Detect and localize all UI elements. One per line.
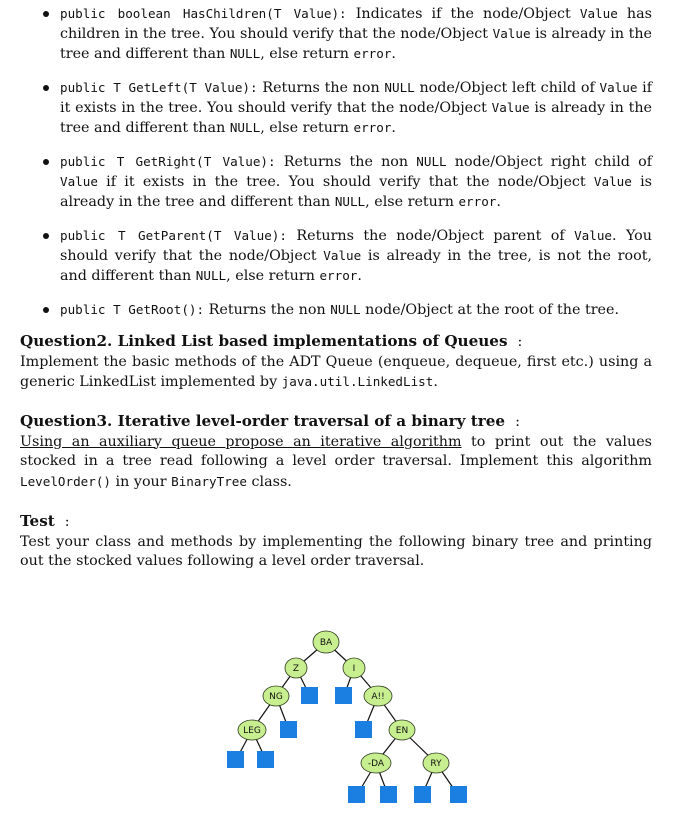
tree-node-label: A!! [371, 692, 385, 702]
question3-section: Question3. Iterative level-order traversal of a binary tree : Using an auxiliary queue propose an iterative algorithm to print out the values stocked in a tree read following a level order traversal. Implement this algorithm LevelOrder() in your BinaryTree class. [20, 412, 652, 490]
empty-leaf [414, 786, 431, 803]
method-getright: public T GetRight(T Value): Returns the non NULL node/Object right child of Value if it exists in the tree. You should verify that the node/Object Value is already in the tree and different than NULL, else return error. [20, 152, 652, 212]
question3-title: Question3. Iterative level-order traversal of a binary tree [20, 412, 506, 430]
method-signature: public T GetParent(T Value): [60, 228, 287, 243]
empty-leaf [355, 721, 372, 738]
document-page [20, 0, 652, 569]
method-getleft: public T GetLeft(T Value): Returns the non NULL node/Object left child of Value if it exists in the tree. You should verify that the node/Object Value is already in the tree and different than NULL, else return error. [20, 78, 652, 138]
tree-node-label: -DA [367, 759, 385, 769]
question2-colon: : [517, 334, 523, 350]
method-getroot: public T GetRoot(): Returns the non NULL node/Object at the root of the tree. [20, 300, 652, 320]
empty-leaf [450, 786, 467, 803]
question2-title: Question2. Linked List based implementations of Queues [20, 332, 508, 350]
test-body: Test your class and methods by implementing the following binary tree and printing out the stocked values following a level order traversal. [20, 533, 652, 569]
bullet-icon [43, 307, 49, 313]
question3-colon: : [515, 414, 520, 430]
method-signature: public boolean HasChildren(T Value): [60, 6, 347, 21]
empty-leaf [257, 751, 274, 768]
empty-leaf [227, 751, 244, 768]
method-signature: public T GetLeft(T Value): [60, 80, 258, 95]
tree-node-label: Z [292, 664, 300, 674]
bullet-icon [43, 85, 49, 91]
binary-tree-diagram [0, 620, 677, 814]
question2-section: Question2. Linked List based implementations of Queues : Implement the basic methods of the ADT Queue (enqueue, dequeue, first etc.) using a generic LinkedList implemented by java.util.LinkedList. [20, 332, 652, 390]
empty-leaf [301, 687, 318, 704]
empty-leaf [280, 721, 297, 738]
empty-leaf [335, 687, 352, 704]
test-title: Test [20, 512, 55, 530]
tree-node-label: LEG [243, 726, 261, 736]
tree-node-label: EN [395, 726, 409, 736]
tree-leaves [227, 687, 467, 803]
method-signature: public T GetRoot(): [60, 302, 205, 317]
tree-node-label: I [352, 664, 356, 674]
method-list [20, 4, 652, 320]
bullet-icon [43, 233, 49, 239]
empty-leaf [348, 786, 365, 803]
tree-node-label: NG [269, 692, 283, 702]
question3-underlined: Using an auxiliary queue propose an iterative algorithm [20, 433, 462, 450]
method-signature: public T GetRight(T Value): [60, 154, 276, 169]
test-section [20, 512, 652, 572]
empty-leaf [380, 786, 397, 803]
method-getparent: public T GetParent(T Value): Returns the node/Object parent of Value. You should verify that the node/Object Value is already in the tree, is not the root, and different than NULL, else return error. [20, 226, 652, 286]
test-colon: : [64, 514, 70, 530]
tree-node-label: RY [430, 759, 442, 769]
bullet-icon [43, 11, 49, 17]
method-haschildren: public boolean HasChildren(T Value): Indicates if the node/Object Value has children in the tree. You should verify that the node/Object Value is already in the tree and different than NULL, else return error. [20, 4, 652, 64]
bullet-icon [43, 159, 49, 165]
tree-node-label: BA [319, 638, 333, 648]
